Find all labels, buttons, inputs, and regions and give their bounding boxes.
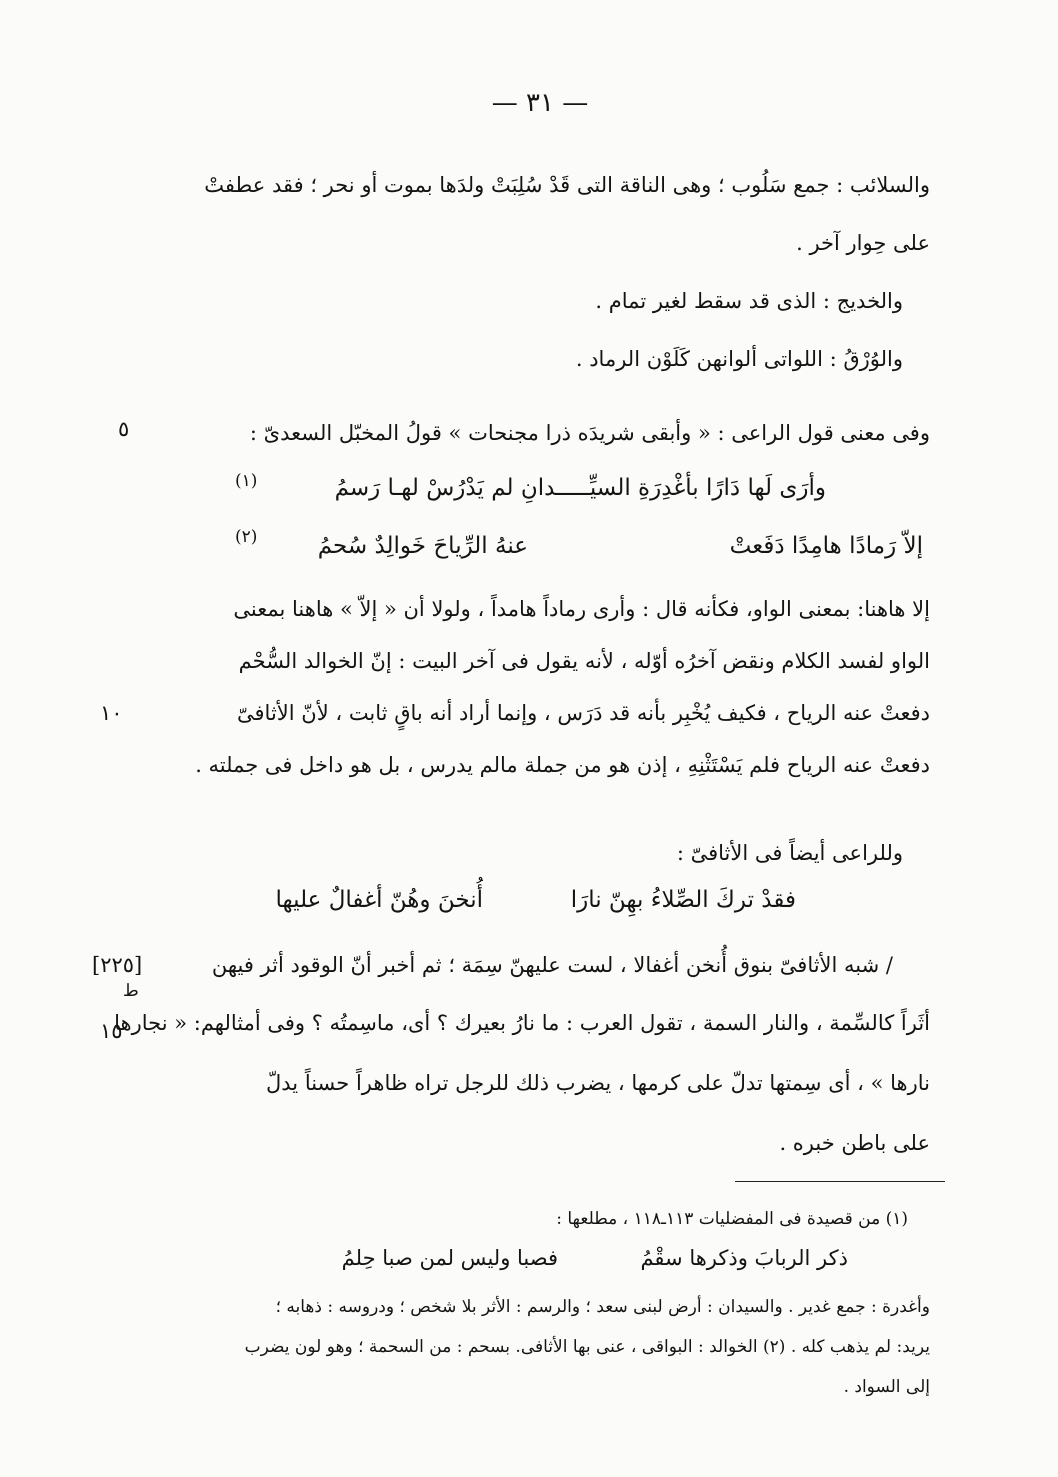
body-line: على باطن خبره . [779,1131,930,1155]
verse-hemistich-second: فقدْ تركَ الصِّلاءُ بهِنّ نارَا [570,887,796,913]
manuscript-folio-sub: ط [123,981,139,1001]
body-line: وفى معنى قول الراعى : « وأبقى شريدَه ذرا مجنحات » قولُ المخبّل السعدىّ : [249,421,930,445]
verse-hemistich-second: عنهُ الرِّياحَ خَوالِدٌ سُحمُ [317,533,528,559]
footnote-verse-second: فصبا وليس لمن صبا حِلمُ [341,1246,558,1270]
footnote-line: يريد: لم يذهب كله . (٢) الخوالد : البواقى ، عنى بها الأثافى. بسحم : من السحمة ؛ وهو لون يضرب [244,1337,930,1357]
body-line: والسلائب : جمع سَلُوب ؛ وهى الناقة التى قَدْ سُلِبَتْ ولدَها بموت أو نحر ؛ فقد عطفتْ [204,173,930,197]
line-number-10: ١٠ [100,701,123,725]
page-number: — ٣١ — [491,88,589,118]
body-line: والوُرْقُ : اللواتى ألوانهن كَلَوْن الرماد . [575,347,903,371]
footnote-line: (١) من قصيدة فى المفضليات ١١٣ـ١١٨ ، مطلعها : [556,1209,908,1229]
footnote-marker: (٢) [235,527,258,547]
footnote-line: وأغدرة : جمع غدير . والسيدان : أرض لبنى سعد ؛ والرسم : الأثر بلا شخص ؛ ودروسه : ذهابه ؛ [275,1297,930,1317]
verse-hemistich-first: أُنخنَ وهُنّ أغفالٌ عليها [275,887,483,913]
body-line: إلا هاهنا: بمعنى الواو، فكأنه قال : وأرى رماداً هامداً ، ولولا أن « إلاّ » هاهنا بمعنى [233,597,930,621]
line-number-5: ٥ [118,417,130,441]
footnote-line: إلى السواد . [843,1377,930,1397]
body-line: دفعتْ عنه الرياح ، فكيف يُخْبِر بأنه قد دَرَس ، وإنما أراد أنه باقٍ ثابت ، لأنّ الأثافىّ [237,701,930,725]
body-line: أثَراً كالسِّمة ، والنار السمة ، تقول العرب : ما نارُ بعيرك ؟ أى، ماسِمتُه ؟ وفى أمثالهم: « نجارها [114,1011,930,1035]
footnote-separator [735,1181,945,1182]
line-number-15: ١٥ [100,1019,123,1043]
body-line: دفعتْ عنه الرياح فلم يَسْتَثْنِهِ ، إذن هو من جملة مالم يدرس ، بل هو داخل فى جملته . [195,753,930,777]
body-line: / شبه الأثافىّ بنوق أُنخن أغفالا ، لست عليهنّ سِمَة ؛ ثم أخبر أنّ الوقود أثر فيهن [211,953,893,977]
manuscript-folio-ref: [٢٢٥] [92,953,143,977]
body-line: نارها » ، أى سِمتها تدلّ على كرمها ، يضرب ذلك للرجل تراه ظاهراً حسناً يدلّ [266,1071,930,1095]
footnote-marker: (١) [235,471,258,491]
body-line: وللراعى أيضاً فى الأثافىّ : [676,841,903,865]
body-line: والخديج : الذى قد سقط لغير تمام . [595,289,903,313]
body-line: الواو لفسد الكلام ونقض آخرُه أوّله ، لأنه يقول فى آخر البيت : إنّ الخوالد السُّحْم [238,649,930,673]
body-line: على حِوار آخر . [796,231,930,255]
verse-line: وأرَى لَها دَارًا بأغْدِرَةِ السيِّـــــدانِ لم يَدْرُسْ لهـا رَسمُ [334,475,826,501]
verse-hemistich-first: إلاّ رَمادًا هامِدًا دَفَعتْ [729,533,923,559]
footnote-verse-first: ذكر الربابَ وذكرها سقْمُ [640,1246,848,1270]
